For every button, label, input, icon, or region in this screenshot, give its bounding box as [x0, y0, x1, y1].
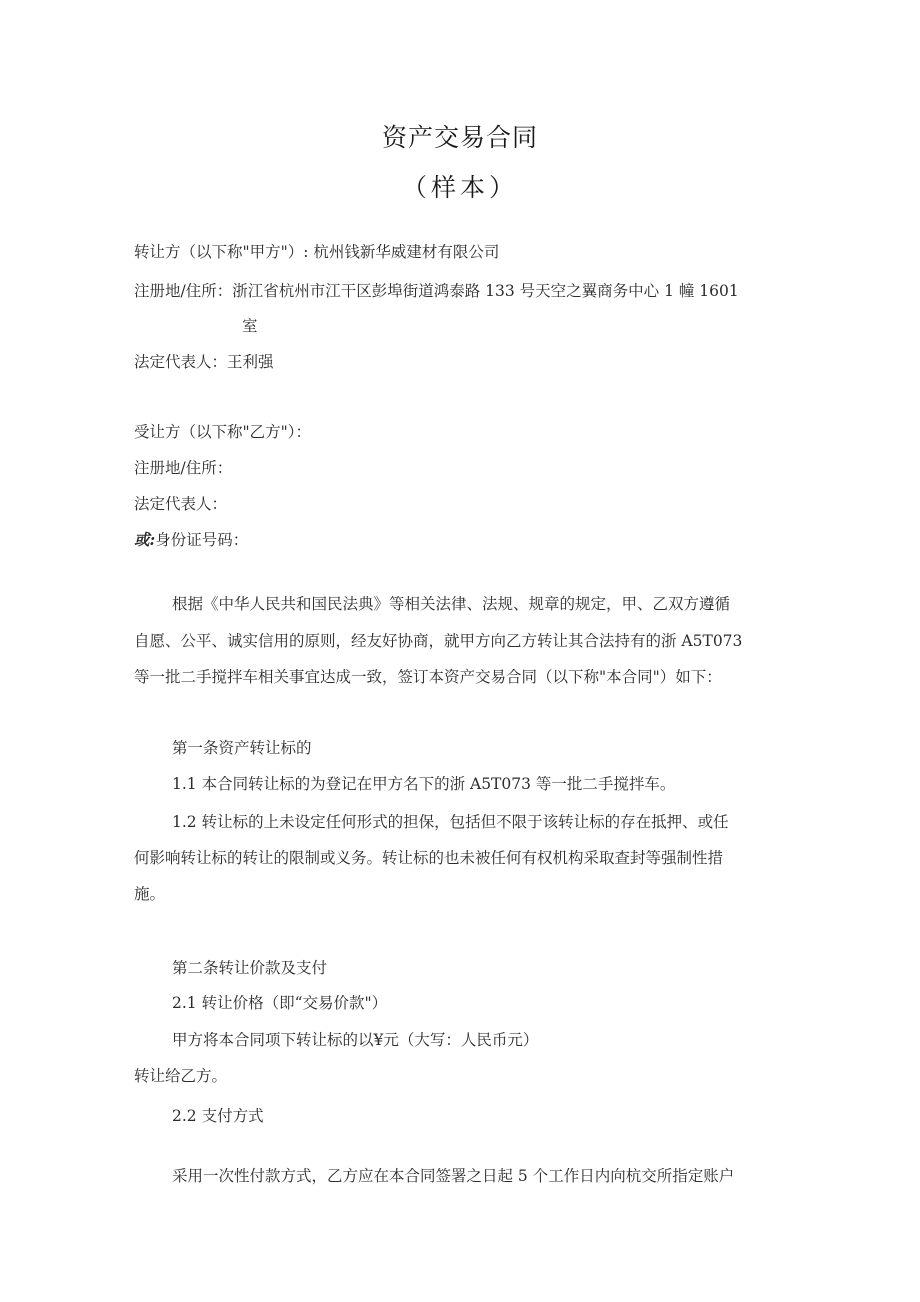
preamble-line3: 等一批二手搅拌车相关事宜达成一致，签订本资产交易合同（以下称"本合同"）如下：	[134, 668, 722, 686]
transferee-address: 注册地/住所：	[134, 459, 233, 477]
article1-p2-line2: 何影响转让标的转让的限制或义务。转让标的也未被任何有权机构采取查封等强制性措	[134, 849, 724, 867]
preamble-line1: 根据《中华人民共和国民法典》等相关法律、法规、规章的规定，甲、乙双方遵循	[172, 595, 731, 613]
article2-p1-text-line1: 甲方将本合同项下转让标的以¥元（大写：人民币元）	[172, 1031, 539, 1049]
transferee-line: 受让方（以下称"乙方"）：	[134, 423, 312, 441]
transferee-id-line	[134, 530, 248, 550]
id-prefix: 或:	[134, 530, 156, 549]
article2-p1: 2.1 转让价格（即“交易价款"）	[172, 994, 388, 1012]
id-label: 身份证号码：	[155, 531, 249, 549]
article1-p2-line1: 1.2 转让标的上未设定任何形式的担保，包括但不限于该转让标的存在抵押、或任	[172, 813, 729, 831]
document-title: 资产交易合同	[381, 123, 538, 152]
article2-p1-text-line2: 转让给乙方。	[134, 1067, 228, 1085]
transferor-line: 转让方（以下称"甲方"）: 杭州钱新华威建材有限公司	[134, 243, 500, 261]
article2-p2-text: 采用一次性付款方式，乙方应在本合同签署之日起 5 个工作日内向杭交所指定账户	[172, 1167, 735, 1185]
transferor-rep: 法定代表人：王利强	[134, 353, 274, 371]
article1-p1: 1.1 本合同转让标的为登记在甲方名下的浙 A5T073 等一批二手搅拌车。	[172, 775, 676, 793]
article2-p2: 2.2 支付方式	[172, 1107, 264, 1125]
transferor-address-line1: 注册地/住所：浙江省杭州市江干区彭埠街道鸿泰路 133 号天空之翼商务中心 1 幢 1601	[134, 282, 739, 300]
transferor-address-line2: 室	[242, 317, 258, 335]
document-subtitle: （样本）	[401, 173, 518, 202]
preamble-line2: 自愿、公平、诚实信用的原则，经友好协商，就甲方向乙方转让其合法持有的浙 A5T073	[134, 632, 743, 650]
article1-p2-line3: 施。	[134, 885, 166, 903]
article2-heading: 第二条转让价款及支付	[172, 959, 328, 977]
article1-heading: 第一条资产转让标的	[172, 739, 312, 757]
transferee-rep: 法定代表人：	[134, 495, 228, 513]
